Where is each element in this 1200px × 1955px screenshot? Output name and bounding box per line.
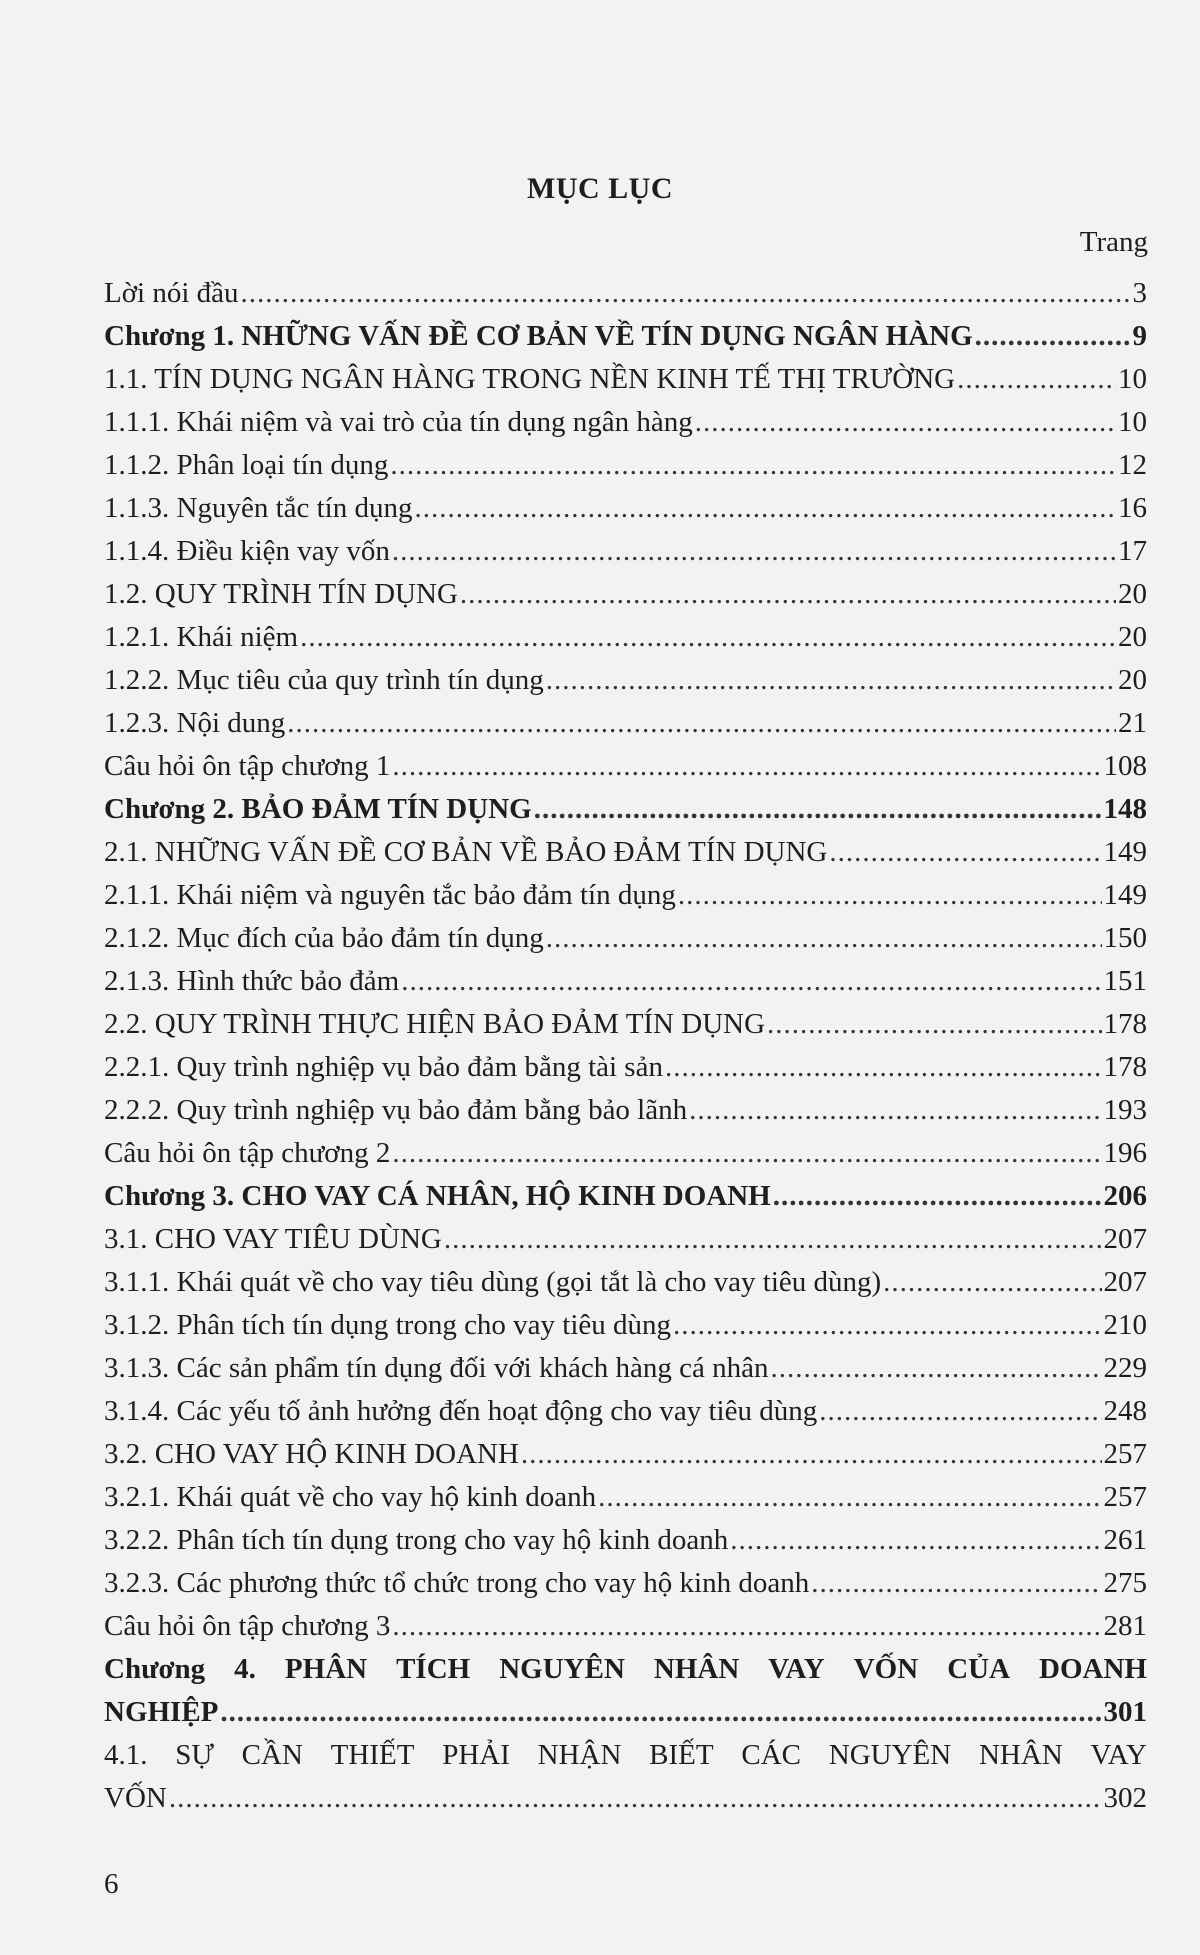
toc-word: NHÂN <box>653 1653 740 1685</box>
toc-entry-page: 10 <box>1118 363 1147 395</box>
dot-leader <box>811 1562 1101 1605</box>
dot-leader <box>957 358 1116 401</box>
toc-entry-title: 2.2. QUY TRÌNH THỰC HIỆN BẢO ĐẢM TÍN DỤNG <box>104 1008 766 1040</box>
toc-word: NHẬN <box>537 1739 622 1771</box>
toc-entry-page: 20 <box>1118 578 1147 610</box>
dot-leader <box>444 1218 1102 1261</box>
dot-leader <box>220 1691 1101 1734</box>
toc-chapter-entry[interactable] <box>104 788 1147 831</box>
toc-entry[interactable] <box>104 960 1147 1003</box>
toc-entry-page: 178 <box>1103 1008 1147 1040</box>
toc-entry-title: 3.1.3. Các sản phẩm tín dụng đối với khách hàng cá nhân <box>104 1352 769 1384</box>
toc-entry[interactable] <box>104 358 1147 401</box>
toc-entry-title <box>104 1734 1147 1777</box>
toc-entry[interactable] <box>104 1132 1147 1175</box>
toc-entry-title: 3.2.3. Các phương thức tổ chức trong cho vay hộ kinh doanh <box>104 1567 810 1599</box>
dot-leader <box>678 874 1102 917</box>
dot-leader <box>770 1347 1101 1390</box>
dot-leader <box>665 1046 1102 1089</box>
toc-word: 4.1. <box>104 1739 148 1771</box>
dot-leader <box>392 1605 1101 1648</box>
toc-word: CỦA <box>947 1653 1011 1685</box>
dot-leader <box>390 444 1116 487</box>
toc-entry-title <box>104 1648 1147 1691</box>
toc-entry[interactable] <box>104 1734 1147 1777</box>
dot-leader <box>883 1261 1101 1304</box>
toc-entry-page: 248 <box>1103 1395 1147 1427</box>
toc-entry-title: 3.1.1. Khái quát về cho vay tiêu dùng (gọi tắt là cho vay tiêu dùng) <box>104 1266 882 1298</box>
dot-leader <box>767 1003 1101 1046</box>
dot-leader <box>689 1089 1101 1132</box>
toc-entry[interactable] <box>104 1433 1147 1476</box>
page-number: 6 <box>104 1868 119 1900</box>
toc-entry-page: 3 <box>1132 277 1147 309</box>
toc-entry-page: 20 <box>1118 621 1147 653</box>
toc-entry[interactable] <box>104 1519 1147 1562</box>
toc-entry-continuation[interactable] <box>104 1691 1147 1734</box>
toc-entry-page: 16 <box>1118 492 1147 524</box>
toc-entry-title: Lời nói đầu <box>104 277 239 309</box>
toc-word: Chương <box>104 1653 206 1685</box>
toc-entry-title: 2.1.1. Khái niệm và nguyên tắc bảo đảm tín dụng <box>104 879 676 911</box>
toc-word: VỐN <box>853 1653 919 1685</box>
toc-entry[interactable] <box>104 1261 1147 1304</box>
toc-chapter-entry[interactable] <box>104 1648 1147 1691</box>
dot-leader <box>300 616 1116 659</box>
toc-entry-title: 3.2.1. Khái quát về cho vay hộ kinh doanh <box>104 1481 597 1513</box>
toc-entry[interactable] <box>104 917 1147 960</box>
toc-entry[interactable] <box>104 1003 1147 1046</box>
toc-entry-title: 1.1. TÍN DỤNG NGÂN HÀNG TRONG NỀN KINH TẾ THỊ TRƯỜNG <box>104 363 956 395</box>
toc-entry-page: 261 <box>1103 1524 1147 1556</box>
toc-word: SỰ <box>175 1739 214 1771</box>
toc-word: VAY <box>768 1653 825 1685</box>
toc-entry-title: 3.1.4. Các yếu tố ảnh hưởng đến hoạt động cho vay tiêu dùng <box>104 1395 818 1427</box>
toc-entry[interactable] <box>104 745 1147 788</box>
dot-leader <box>829 831 1101 874</box>
toc-entry-title: 3.2. CHO VAY HỘ KINH DOANH <box>104 1438 519 1470</box>
toc-entry-page: 10 <box>1118 406 1147 438</box>
toc-entry-title: Chương 1. NHỮNG VẤN ĐỀ CƠ BẢN VỀ TÍN DỤNG NGÂN HÀNG <box>104 320 973 352</box>
toc-entry-page: 108 <box>1103 750 1147 782</box>
toc-entry-page: 301 <box>1103 1696 1147 1728</box>
toc-entry-title: Câu hỏi ôn tập chương 2 <box>104 1137 391 1169</box>
dot-leader <box>695 401 1116 444</box>
toc-entry-page: 196 <box>1103 1137 1147 1169</box>
dot-leader <box>546 659 1116 702</box>
toc-entry-page: 302 <box>1103 1782 1147 1814</box>
toc-entry[interactable] <box>104 1476 1147 1519</box>
toc-entry[interactable] <box>104 272 1147 315</box>
toc-entry-title: 1.2.2. Mục tiêu của quy trình tín dụng <box>104 664 544 696</box>
toc-entry-continuation[interactable] <box>104 1777 1147 1820</box>
toc-entry-page: 150 <box>1103 922 1147 954</box>
dot-leader <box>414 487 1116 530</box>
toc-entry-page: 206 <box>1103 1180 1147 1212</box>
toc-entry-title: 1.2.1. Khái niệm <box>104 621 299 653</box>
toc-word: PHÂN <box>284 1653 368 1685</box>
toc-entry[interactable] <box>104 401 1147 444</box>
toc-entry-title: 1.1.3. Nguyên tắc tín dụng <box>104 492 413 524</box>
toc-entry-page: 257 <box>1103 1438 1147 1470</box>
toc-entry-title: Câu hỏi ôn tập chương 1 <box>104 750 391 782</box>
page-column-label: Trang <box>1079 226 1148 258</box>
dot-leader <box>392 745 1101 788</box>
dot-leader <box>546 917 1102 960</box>
toc-word: CÁC <box>741 1739 802 1771</box>
toc-entry-title: Chương 2. BẢO ĐẢM TÍN DỤNG <box>104 793 532 825</box>
toc-entry-title: 1.2. QUY TRÌNH TÍN DỤNG <box>104 578 458 610</box>
dot-leader <box>773 1175 1102 1218</box>
dot-leader <box>975 315 1131 358</box>
toc-entry[interactable] <box>104 573 1147 616</box>
toc-entry-page: 275 <box>1103 1567 1147 1599</box>
toc-entry[interactable] <box>104 1390 1147 1433</box>
toc-entry-title: 1.2.3. Nội dung <box>104 707 286 739</box>
toc-entry-page: 281 <box>1103 1610 1147 1642</box>
toc-entry-title-continued: VỐN <box>104 1782 167 1814</box>
toc-entry-page: 207 <box>1103 1223 1147 1255</box>
dot-leader <box>673 1304 1101 1347</box>
toc-entry-title: 1.1.4. Điều kiện vay vốn <box>104 535 390 567</box>
toc-entry-title: 1.1.1. Khái niệm và vai trò của tín dụng ngân hàng <box>104 406 693 438</box>
toc-entry[interactable] <box>104 831 1147 874</box>
toc-word: THIẾT <box>330 1739 415 1771</box>
dot-leader <box>534 788 1102 831</box>
toc-entry[interactable] <box>104 702 1147 745</box>
toc-entry[interactable] <box>104 530 1147 573</box>
toc-entry-title: 3.1.2. Phân tích tín dụng trong cho vay tiêu dùng <box>104 1309 672 1341</box>
toc-entry[interactable] <box>104 1347 1147 1390</box>
toc-entry-title: Câu hỏi ôn tập chương 3 <box>104 1610 391 1642</box>
toc-chapter-entry[interactable] <box>104 1175 1147 1218</box>
toc-word: DOANH <box>1039 1653 1147 1685</box>
dot-leader <box>392 530 1116 573</box>
toc-entry[interactable] <box>104 659 1147 702</box>
toc-word: TÍCH <box>396 1653 471 1685</box>
toc-word: NHÂN <box>978 1739 1063 1771</box>
toc-word: CẦN <box>241 1739 303 1771</box>
toc-entry-title-continued: NGHIỆP <box>104 1696 219 1728</box>
toc-entry[interactable] <box>104 616 1147 659</box>
table-of-contents <box>104 272 1147 1820</box>
toc-entry-title: 3.2.2. Phân tích tín dụng trong cho vay hộ kinh doanh <box>104 1524 729 1556</box>
toc-entry-title: 2.1. NHỮNG VẤN ĐỀ CƠ BẢN VỀ BẢO ĐẢM TÍN DỤNG <box>104 836 828 868</box>
toc-entry-page: 12 <box>1118 449 1147 481</box>
dot-leader <box>730 1519 1101 1562</box>
toc-entry-page: 9 <box>1132 320 1147 352</box>
toc-entry[interactable] <box>104 874 1147 917</box>
toc-entry-page: 257 <box>1103 1481 1147 1513</box>
toc-word: VAY <box>1090 1739 1147 1771</box>
toc-entry-title: 3.1. CHO VAY TIÊU DÙNG <box>104 1223 442 1255</box>
toc-entry-page: 151 <box>1103 965 1147 997</box>
dot-leader <box>819 1390 1101 1433</box>
toc-entry-page: 229 <box>1103 1352 1147 1384</box>
dot-leader <box>521 1433 1102 1476</box>
toc-entry-page: 207 <box>1103 1266 1147 1298</box>
dot-leader <box>460 573 1116 616</box>
toc-word: NGUYÊN <box>499 1653 625 1685</box>
toc-entry-page: 20 <box>1118 664 1147 696</box>
page-title: MỤC LỤC <box>527 172 673 205</box>
toc-entry-page: 193 <box>1103 1094 1147 1126</box>
toc-entry-page: 149 <box>1103 879 1147 911</box>
toc-entry-page: 178 <box>1103 1051 1147 1083</box>
toc-entry-title: 1.1.2. Phân loại tín dụng <box>104 449 389 481</box>
toc-entry-title: 2.1.3. Hình thức bảo đảm <box>104 965 400 997</box>
dot-leader <box>169 1777 1102 1820</box>
toc-entry-title: Chương 3. CHO VAY CÁ NHÂN, HỘ KINH DOANH <box>104 1180 771 1212</box>
toc-entry-title: 2.2.1. Quy trình nghiệp vụ bảo đảm bằng tài sản <box>104 1051 663 1083</box>
toc-word: 4. <box>234 1653 256 1685</box>
toc-entry[interactable] <box>104 487 1147 530</box>
toc-entry-page: 148 <box>1103 793 1147 825</box>
toc-entry-page: 149 <box>1103 836 1147 868</box>
dot-leader <box>392 1132 1101 1175</box>
dot-leader <box>401 960 1101 1003</box>
toc-entry[interactable] <box>104 1218 1147 1261</box>
toc-entry[interactable] <box>104 1046 1147 1089</box>
toc-word: NGUYÊN <box>828 1739 952 1771</box>
dot-leader <box>287 702 1116 745</box>
toc-word: PHẢI <box>442 1739 510 1771</box>
dot-leader <box>241 272 1131 315</box>
toc-entry[interactable] <box>104 1562 1147 1605</box>
toc-entry-page: 210 <box>1103 1309 1147 1341</box>
toc-entry-title: 2.1.2. Mục đích của bảo đảm tín dụng <box>104 922 544 954</box>
toc-word: BIẾT <box>649 1739 714 1771</box>
toc-chapter-entry[interactable] <box>104 315 1147 358</box>
toc-entry[interactable] <box>104 1605 1147 1648</box>
dot-leader <box>598 1476 1101 1519</box>
toc-entry-title: 2.2.2. Quy trình nghiệp vụ bảo đảm bằng bảo lãnh <box>104 1094 688 1126</box>
toc-entry-page: 21 <box>1118 707 1147 739</box>
toc-entry[interactable] <box>104 1304 1147 1347</box>
toc-entry[interactable] <box>104 1089 1147 1132</box>
toc-entry[interactable] <box>104 444 1147 487</box>
toc-entry-page: 17 <box>1118 535 1147 567</box>
